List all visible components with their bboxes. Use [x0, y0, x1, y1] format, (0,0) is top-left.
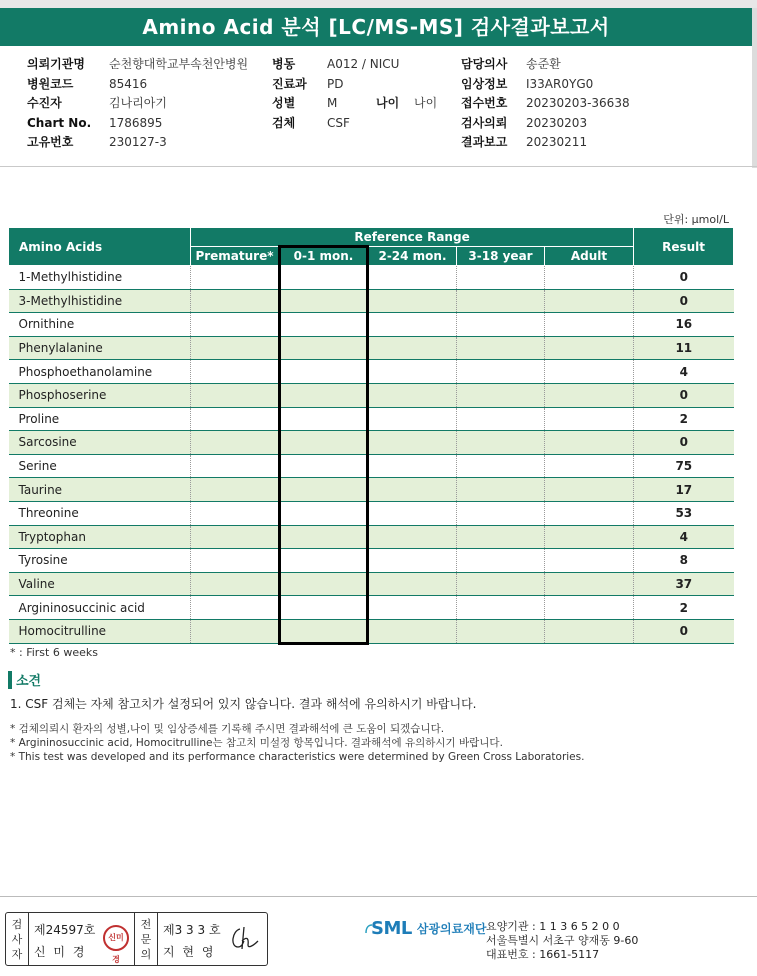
reference-cell: [369, 501, 457, 525]
reference-cell: [191, 619, 279, 643]
label-department: 진료과: [272, 76, 307, 91]
label-report-date: 결과보고: [461, 135, 508, 149]
notes: [10, 722, 584, 764]
label-ward: 병동: [272, 57, 296, 71]
header-3-18-year: 3-18 year: [457, 247, 545, 266]
amino-acid-name: Tryptophan: [9, 525, 191, 549]
reference-cell: [369, 289, 457, 313]
reference-cell: [369, 407, 457, 431]
reference-cell: [457, 525, 545, 549]
table-row: [9, 289, 734, 313]
amino-acid-name: Taurine: [9, 478, 191, 502]
specialist-label-char: 의: [140, 948, 152, 961]
amino-acid-name: Phosphoserine: [9, 383, 191, 407]
reference-cell: [457, 596, 545, 620]
reference-cell: [191, 431, 279, 455]
reference-cell: [191, 501, 279, 525]
reference-cell: [191, 572, 279, 596]
table-row: [9, 454, 734, 478]
label-patient: 수진자: [27, 96, 62, 110]
label-sex: 성별: [272, 96, 296, 110]
reference-cell: [457, 360, 545, 384]
label-receipt-no: 접수번호: [461, 96, 508, 110]
label-clinical-info: 임상정보: [461, 76, 508, 91]
table-row: [9, 596, 734, 620]
table-row: [9, 336, 734, 360]
table-row: [9, 431, 734, 455]
reference-cell: [457, 383, 545, 407]
reference-cell: [545, 525, 634, 549]
divider: [0, 166, 757, 167]
value-chart-no: 1786895: [109, 115, 163, 130]
label-institution: 의뢰기관명: [27, 57, 85, 71]
stamp-text: 신미경: [108, 933, 124, 964]
result-value: 37: [634, 572, 734, 596]
note-item: * Argininosuccinic acid, Homocitrulline는 참고치 미설정 항목입니다. 결과해석에 유의하시기 바랍니다.: [10, 737, 503, 749]
tester-name: 신 미 경: [34, 945, 87, 959]
divider: [157, 913, 158, 965]
value-patient: 김나리아기: [109, 96, 167, 110]
reference-cell: [457, 501, 545, 525]
table-row: [9, 619, 734, 643]
reference-cell: [191, 383, 279, 407]
institution-logo: [365, 918, 486, 939]
reference-cell: [191, 313, 279, 337]
amino-acid-name: Serine: [9, 454, 191, 478]
amino-acid-name: 3-Methylhistidine: [9, 289, 191, 313]
table-row: [9, 478, 734, 502]
opinion-text: 1. CSF 검체는 자체 참고치가 설정되어 있지 않습니다. 결과 해석에 유의하시기 바랍니다.: [10, 697, 477, 711]
reference-cell: [369, 572, 457, 596]
result-value: 8: [634, 549, 734, 573]
value-doctor: 송준환: [526, 57, 561, 71]
value-report-date: 20230211: [526, 135, 588, 149]
institution-address: 서울특별시 서초구 양재동 9-60: [486, 934, 639, 947]
value-age: 나이: [414, 96, 438, 110]
scrollbar[interactable]: [752, 8, 757, 168]
reference-cell: [457, 407, 545, 431]
table-row: [9, 549, 734, 573]
reference-cell: [457, 266, 545, 290]
result-value: 11: [634, 336, 734, 360]
table-row: [9, 501, 734, 525]
header-premature: Premature*: [191, 247, 279, 266]
reference-cell: [545, 431, 634, 455]
reference-cell: [545, 360, 634, 384]
reference-cell: [369, 549, 457, 573]
result-value: 16: [634, 313, 734, 337]
info-column-2: [272, 55, 437, 133]
tester-id: 제24597호: [34, 923, 96, 937]
divider: [28, 913, 29, 965]
amino-acid-name: Proline: [9, 407, 191, 431]
value-institution: 순천향대학교부속천안병원: [109, 57, 249, 71]
result-value: 53: [634, 501, 734, 525]
report-title: Amino Acid 분석 [LC/MS-MS] 검사결과보고서: [0, 8, 752, 46]
result-value: 17: [634, 478, 734, 502]
signature-icon: [228, 923, 262, 953]
table-row: [9, 313, 734, 337]
reference-cell: [545, 454, 634, 478]
label-unique-no: 고유번호: [27, 135, 74, 149]
table-row: [9, 360, 734, 384]
note-item: * This test was developed and its performance characteristics were determined by Green Cross Laboratories.: [10, 751, 585, 763]
result-value: 0: [634, 266, 734, 290]
reference-cell: [369, 383, 457, 407]
value-ward: A012 / NICU: [327, 57, 400, 71]
value-request-date: 20230203: [526, 115, 588, 130]
reference-cell: [191, 336, 279, 360]
reference-cell: [457, 454, 545, 478]
info-column-1: [27, 55, 248, 153]
reference-cell: [545, 407, 634, 431]
label-specimen: 검체: [272, 115, 296, 130]
amino-acid-name: Phenylalanine: [9, 336, 191, 360]
reference-cell: [369, 360, 457, 384]
reference-cell: [545, 383, 634, 407]
value-sex: M: [327, 96, 338, 110]
tester-label: [10, 917, 24, 962]
value-unique-no: 230127-3: [109, 135, 167, 149]
opinion-heading-text: 소견: [16, 674, 42, 689]
reference-cell: [545, 572, 634, 596]
reference-cell: [457, 431, 545, 455]
amino-acid-name: Sarcosine: [9, 431, 191, 455]
amino-acid-name: Ornithine: [9, 313, 191, 337]
divider: [134, 913, 135, 965]
reference-cell: [545, 596, 634, 620]
reference-cell: [369, 313, 457, 337]
result-value: 4: [634, 360, 734, 384]
reference-cell: [369, 596, 457, 620]
reference-cell: [545, 289, 634, 313]
table-row: [9, 572, 734, 596]
reference-cell: [191, 407, 279, 431]
reference-cell: [191, 549, 279, 573]
reference-cell: [457, 478, 545, 502]
reference-cell: [191, 454, 279, 478]
amino-acid-table: [8, 227, 734, 644]
reference-cell: [369, 266, 457, 290]
header-amino-acids: Amino Acids: [9, 228, 191, 266]
bottom-divider: [0, 896, 757, 897]
amino-acid-name: Tyrosine: [9, 549, 191, 573]
value-clinical-info: I33AR0YG0: [526, 76, 594, 91]
reference-cell: [191, 478, 279, 502]
specialist-label: [139, 917, 153, 962]
institution-phone: 대표번호 : 1661-5117: [486, 948, 600, 961]
specialist-name: 지 현 영: [163, 945, 216, 959]
header-reference-range: Reference Range: [191, 228, 634, 247]
note-item: * 검체의뢰시 환자의 성별,나이 및 임상증세를 기록해 주시면 결과해석에 큰 도움이 되겠습니다.: [10, 723, 445, 735]
institution-info: [486, 920, 638, 962]
reference-cell: [457, 313, 545, 337]
result-value: 2: [634, 407, 734, 431]
amino-acid-name: Phosphoethanolamine: [9, 360, 191, 384]
specialist-label-char: 전: [140, 918, 152, 931]
table-row: [9, 525, 734, 549]
reference-cell: [191, 525, 279, 549]
reference-cell: [457, 549, 545, 573]
value-department: PD: [327, 76, 344, 91]
value-hospital-code: 85416: [109, 76, 148, 91]
result-value: 0: [634, 289, 734, 313]
label-request-date: 검사의뢰: [461, 115, 508, 130]
reference-cell: [369, 525, 457, 549]
amino-acid-name: Homocitrulline: [9, 619, 191, 643]
reference-cell: [545, 501, 634, 525]
table-row: [9, 266, 734, 290]
opinion-heading: [8, 670, 41, 689]
label-doctor: 담당의사: [461, 57, 508, 71]
table-row: [9, 407, 734, 431]
header-adult: Adult: [545, 247, 634, 266]
reference-cell: [191, 266, 279, 290]
header-2-24-mon: 2-24 mon.: [369, 247, 457, 266]
reference-cell: [369, 454, 457, 478]
unit-label: 단위: μmol/L: [663, 213, 729, 226]
footnote: * : First 6 weeks: [10, 646, 98, 659]
logo-sml: SML: [371, 918, 412, 939]
specialist-id: 제3 3 3 호: [163, 923, 221, 937]
reference-cell: [545, 619, 634, 643]
reference-cell: [369, 336, 457, 360]
reference-cell: [457, 289, 545, 313]
tester-label-char: 사: [11, 933, 23, 946]
result-value: 75: [634, 454, 734, 478]
label-age: 나이: [376, 96, 400, 110]
reference-cell: [369, 431, 457, 455]
result-value: 0: [634, 619, 734, 643]
heading-bar: [8, 671, 12, 689]
amino-acid-name: Threonine: [9, 501, 191, 525]
reference-cell: [457, 619, 545, 643]
reference-cell: [545, 266, 634, 290]
result-value: 0: [634, 383, 734, 407]
tester-label-char: 검: [11, 918, 23, 931]
reference-cell: [191, 596, 279, 620]
institution-code: 요양기관 : 1 1 3 6 5 2 0 0: [486, 920, 620, 933]
result-value: 4: [634, 525, 734, 549]
header-result: Result: [634, 228, 734, 266]
reference-cell: [369, 619, 457, 643]
value-specimen: CSF: [327, 115, 350, 130]
institution-name: 삼광의료재단: [416, 922, 487, 936]
signature-box: [5, 912, 268, 966]
amino-acid-name: Valine: [9, 572, 191, 596]
reference-cell: [457, 572, 545, 596]
label-hospital-code: 병원코드: [27, 76, 74, 91]
label-chart-no: Chart No.: [27, 115, 92, 130]
amino-acid-name: Argininosuccinic acid: [9, 596, 191, 620]
table-row: [9, 383, 734, 407]
value-receipt-no: 20230203-36638: [526, 96, 630, 110]
amino-acid-name: 1-Methylhistidine: [9, 266, 191, 290]
reference-cell: [545, 549, 634, 573]
reference-cell: [191, 360, 279, 384]
top-strip: [0, 0, 757, 8]
reference-cell: [545, 478, 634, 502]
reference-cell: [545, 313, 634, 337]
header-0-1-mon: 0-1 mon.: [279, 247, 369, 266]
reference-cell: [545, 336, 634, 360]
tester-stamp: [103, 925, 129, 964]
reference-cell: [191, 289, 279, 313]
highlight-box: [278, 245, 369, 645]
reference-cell: [369, 478, 457, 502]
tester-label-char: 자: [11, 948, 23, 961]
reference-cell: [457, 336, 545, 360]
info-column-3: [461, 55, 630, 153]
result-value: 0: [634, 431, 734, 455]
specialist-label-char: 문: [140, 933, 152, 946]
result-value: 2: [634, 596, 734, 620]
